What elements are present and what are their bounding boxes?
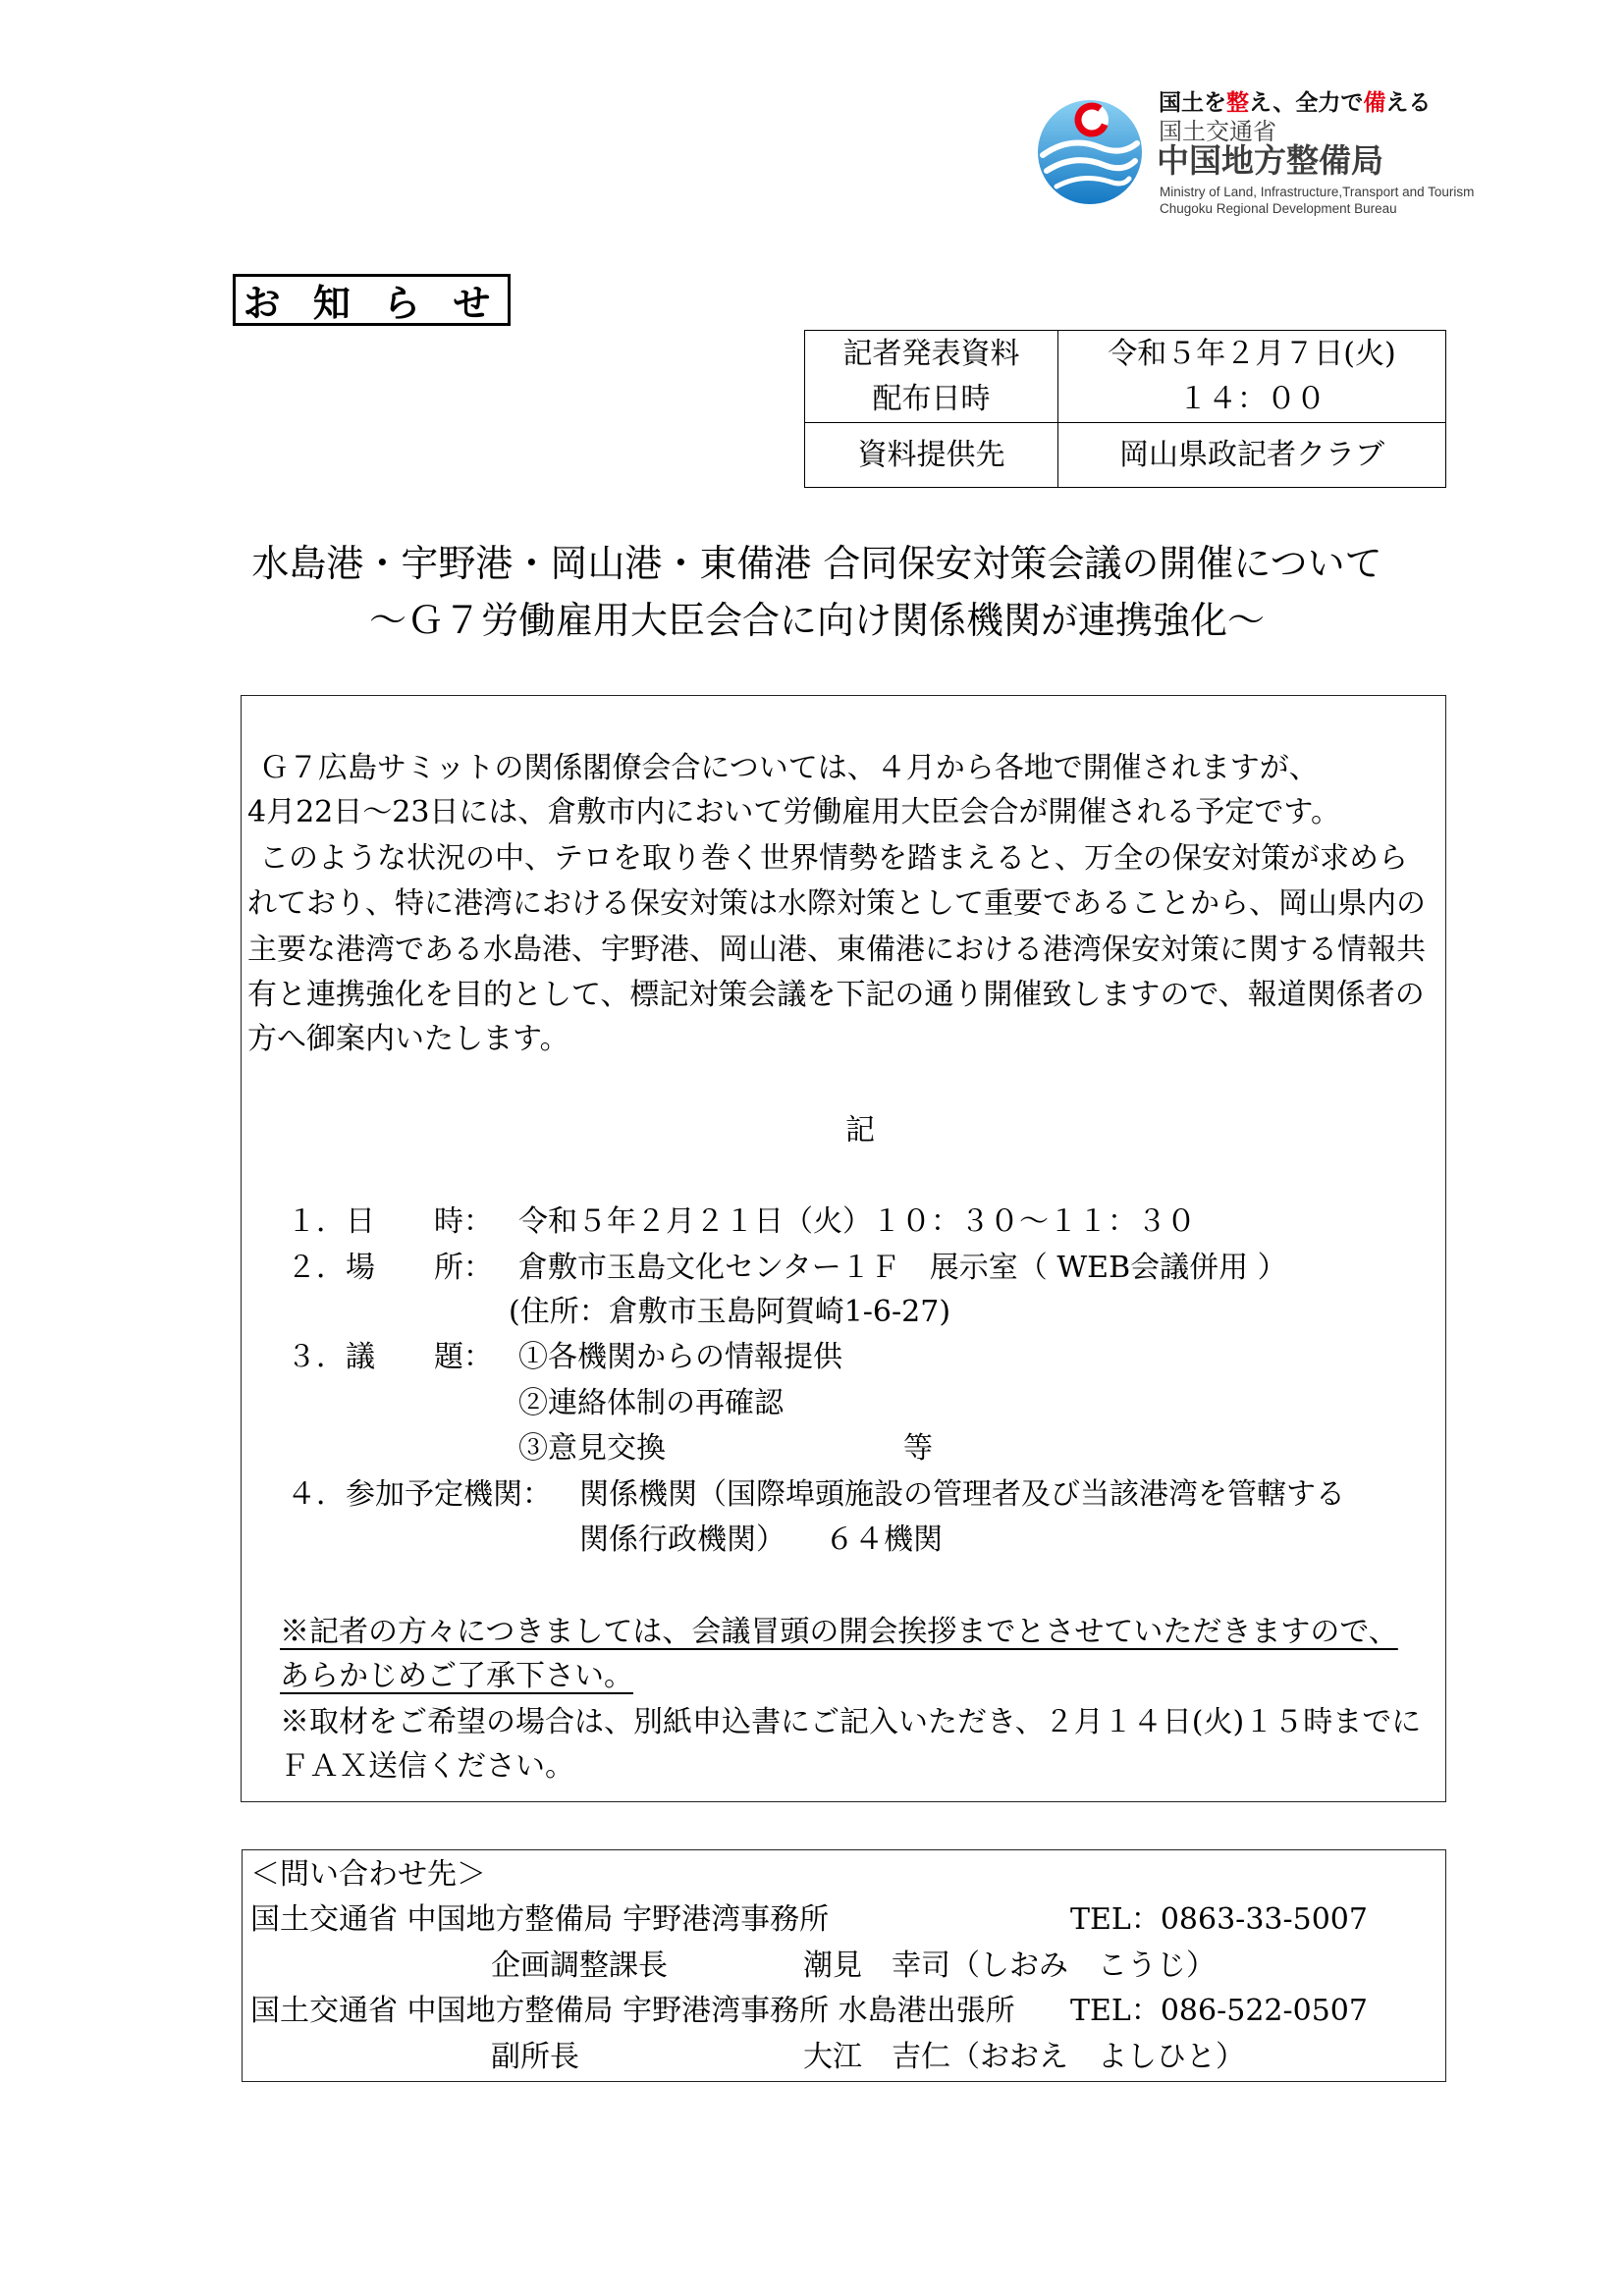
body-line: れており、特に港湾における保安対策は水際対策として重要であることから、岡山県内の (247, 886, 1426, 921)
bureau-name-jp: 中国地方整備局 (1157, 141, 1383, 180)
notice-label: お 知 ら せ (233, 274, 511, 326)
release-info-table (804, 330, 1446, 488)
contact-office: 国土交通省 中国地方整備局 宇野港湾事務所 (250, 1902, 830, 1937)
participants-line: 関係機関（国際埠頭施設の管理者及び当該港湾を管轄する (579, 1477, 1345, 1512)
release-date: 令和５年２月７日(火) (1108, 336, 1396, 371)
recipient-value: 岡山県政記者クラブ (1119, 437, 1384, 472)
body-line: 主要な港湾である水島港、宇野港、岡山港、東備港における港湾保安対策に関する情報共 (247, 933, 1426, 967)
slogan (1159, 90, 1431, 116)
agenda-item: ①各機関からの情報提供 (518, 1340, 842, 1374)
slogan-part: え、全力で (1249, 90, 1364, 116)
contact-position: 副所長 (491, 2040, 579, 2074)
bureau-name-en: Chugoku Regional Development Bureau (1160, 201, 1397, 216)
distribution-label: 記者発表資料 (842, 336, 1020, 371)
slogan-part: 国土を (1159, 90, 1226, 116)
agenda-item: ③意見交換 (518, 1431, 666, 1466)
coverage-note-line: ※取材をご希望の場合は、別紙申込書にご記入いただき、２月１４日(火)１５時までに (280, 1705, 1422, 1739)
slogan-highlight: 整 (1226, 90, 1249, 116)
contact-person: 大江 吉仁（おおえ よしひと） (803, 2040, 1245, 2074)
slogan-highlight: 備 (1363, 90, 1386, 116)
contact-tel: TEL：086-522-0507 (1070, 1994, 1368, 2028)
recipient-value-cell (1058, 423, 1445, 487)
press-note-line: あらかじめご了承下さい。 (280, 1659, 633, 1693)
contact-office: 国土交通省 中国地方整備局 宇野港湾事務所 水島港出張所 (250, 1994, 1015, 2028)
participants-line: 関係行政機関） (579, 1522, 785, 1557)
body-line: このような状況の中、テロを取り巻く世界情勢を踏まえると、万全の保安対策が求めら (259, 841, 1408, 876)
distribution-label-cell (805, 331, 1058, 423)
press-note-line: ※記者の方々につきましては、会議冒頭の開会挨拶までとさせていただきますので、 (280, 1615, 1398, 1649)
agenda-label: ３．議 題： (287, 1340, 493, 1374)
venue-value: 倉敷市玉島文化センター１Ｆ 展示室（ WEB会議併用 ） (518, 1251, 1287, 1285)
contact-heading: ＜問い合わせ先＞ (250, 1857, 486, 1892)
date-value: 令和５年２月２１日（火）１０：３０～１１：３０ (518, 1204, 1196, 1239)
release-time: １４：００ (1178, 381, 1326, 416)
slogan-part: える (1385, 90, 1432, 116)
recipient-label-cell (805, 423, 1058, 487)
details-heading: 記 (845, 1113, 875, 1148)
mlit-wave-logo-icon (1033, 90, 1147, 206)
body-line: 方へ御案内いたします。 (247, 1022, 569, 1056)
document-subtitle: ～Ｇ７労働雇用大臣会合に向け関係機関が連携強化～ (368, 599, 1265, 642)
participants-label: ４．参加予定機関： (287, 1477, 552, 1512)
body-line: 有と連携強化を目的として、標記対策会議を下記の通り開催致しますので、報道関係者の (247, 978, 1425, 1012)
participants-count: ６４機関 (825, 1522, 943, 1557)
body-line: 4月22日～23日には、倉敷市内において労働雇用大臣会合が開催される予定です。 (247, 795, 1341, 829)
document-title: 水島港・宇野港・岡山港・東備港 合同保安対策会議の開催について (251, 542, 1382, 585)
coverage-note-line: ＦＡＸ送信ください。 (280, 1749, 574, 1784)
distribution-label: 配布日時 (872, 381, 991, 416)
agenda-suffix: 等 (903, 1431, 933, 1466)
venue-address: (住所：倉敷市玉島阿賀崎1-6-27) (509, 1295, 951, 1329)
contact-tel: TEL：0863-33-5007 (1070, 1902, 1368, 1937)
date-label: １．日 時： (287, 1204, 493, 1239)
contact-person: 潮見 幸司（しおみ こうじ） (803, 1949, 1216, 1983)
ministry-name-jp: 国土交通省 (1159, 118, 1276, 145)
body-line: Ｇ７広島サミットの関係閣僚会合については、４月から各地で開催されますが、 (259, 751, 1319, 785)
agenda-item: ②連絡体制の再確認 (518, 1386, 784, 1420)
contact-position: 企画調整課長 (491, 1949, 668, 1983)
venue-label: ２．場 所： (287, 1251, 493, 1285)
recipient-label: 資料提供先 (857, 437, 1005, 472)
ministry-name-en: Ministry of Land, Infrastructure,Transport and Tourism (1160, 185, 1475, 199)
distribution-value-cell (1058, 331, 1445, 423)
